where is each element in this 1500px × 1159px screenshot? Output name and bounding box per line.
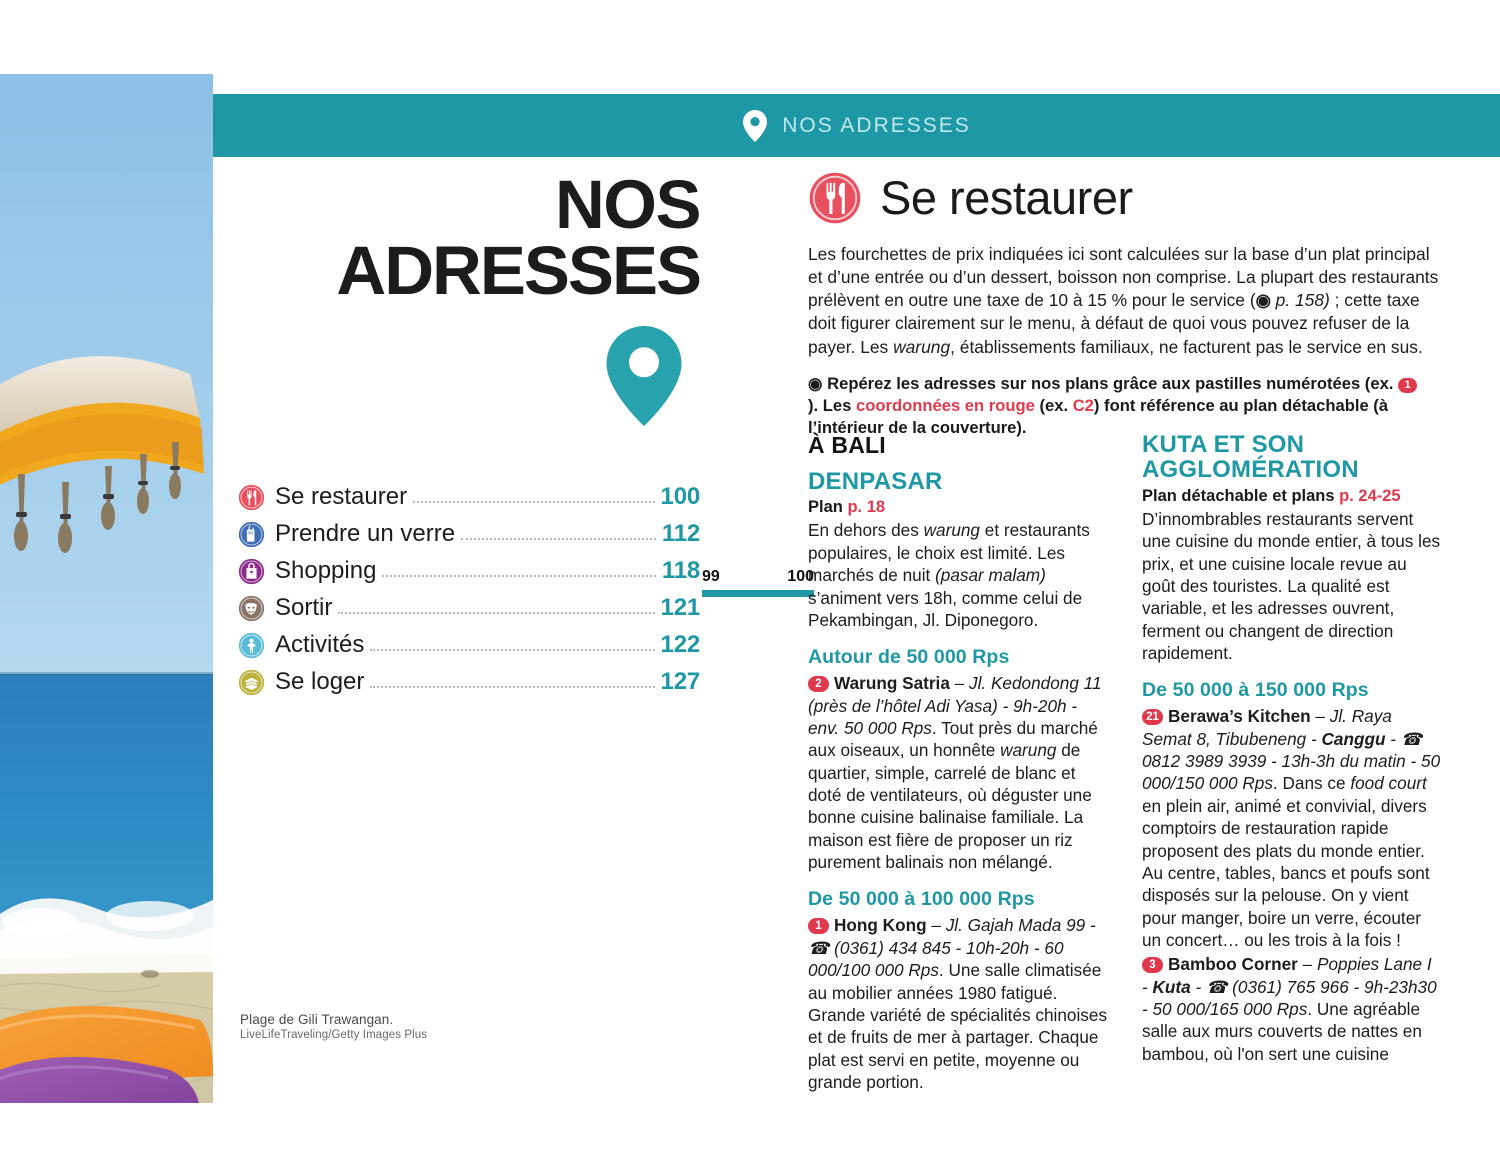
intro-part: , établissements familiaux, ne facturent pas le service en sus.	[950, 336, 1423, 357]
toc-leader-dots	[338, 612, 654, 614]
intro-part: ; cette taxe doit figurer clairement sur le menu, à défaut de quoi vous pouvez refuser de la payer. Les	[808, 290, 1420, 357]
column-kuta	[1142, 432, 1442, 1095]
listing-details: Poppies Lane I -	[1142, 954, 1432, 997]
section-note	[808, 373, 1424, 440]
fork-knife-icon	[238, 484, 265, 511]
bed-stack-icon	[238, 669, 265, 696]
section-heading	[808, 170, 1448, 225]
pastille-badge: 3	[1142, 957, 1163, 973]
note-text: ) font référence au plan détachable (à l’intérieur de la couverture).	[808, 396, 1389, 438]
toc-item-activites[interactable]	[238, 628, 700, 662]
listing-entry	[808, 672, 1108, 873]
listing-desc: food court	[1350, 773, 1427, 794]
photo-caption: Plage de Gili Trawangan.	[240, 1012, 394, 1027]
cocktail-glass-icon	[238, 521, 265, 548]
toc-item-page: 100	[660, 483, 700, 511]
eye-reference-icon: ◉	[1255, 290, 1271, 311]
listing-name: Bamboo Corner	[1168, 954, 1298, 975]
toc-item-sortir[interactable]	[238, 591, 700, 625]
toc-item-se-restaurer[interactable]	[238, 480, 700, 514]
contents-column	[238, 166, 700, 1070]
main-content	[808, 170, 1448, 440]
listing-entry	[808, 914, 1108, 1093]
page-title-line2: ADRESSES	[336, 232, 700, 310]
toc-item-page: 122	[660, 631, 700, 659]
city-title-line1: KUTA ET SON	[1142, 431, 1305, 458]
region-title: À BALI	[808, 432, 886, 458]
listing-dash: –	[1310, 706, 1330, 727]
map-pin-icon-large	[604, 326, 684, 426]
plan-reference	[1142, 487, 1442, 506]
listing-desc: de quartier, simple, carrelé de blanc et doté de ventilateurs, où déguster une bonne cuisine balinaise familiale. La maison est fière de proposer un riz purement balinais non mélangé.	[808, 740, 1092, 873]
toc-item-label: Activités	[275, 631, 365, 659]
listing-area: Kuta	[1152, 976, 1191, 997]
pastille-badge: 1	[808, 918, 829, 934]
note-text: Les	[822, 396, 856, 416]
toc-leader-dots	[413, 501, 654, 503]
plan-page: p. 18	[847, 498, 886, 517]
intro-part: En dehors des	[808, 520, 924, 541]
price-range-title: De 50 000 à 150 000 Rps	[1142, 679, 1369, 702]
toc-item-page: 112	[661, 520, 700, 548]
note-text: Repérez les adresses sur nos plans grâce aux pastilles numérotées (ex.	[827, 373, 1394, 393]
page-title-line1: NOS	[554, 166, 700, 243]
listings-columns	[808, 432, 1448, 1095]
fork-knife-icon	[808, 171, 862, 225]
toc-item-page: 121	[660, 594, 700, 622]
toc-item-page: 127	[660, 668, 700, 696]
eye-reference-icon: ◉	[808, 373, 823, 393]
price-range-title: De 50 000 à 100 000 Rps	[808, 888, 1035, 911]
listing-name: Berawa’s Kitchen	[1168, 706, 1311, 727]
plan-page: p. 24-25	[1339, 486, 1401, 505]
city-title: DENPASAR	[808, 468, 943, 495]
toc-item-label: Prendre un verre	[275, 520, 456, 548]
map-pin-icon	[742, 110, 768, 142]
toc-item-label: Sortir	[275, 594, 333, 622]
toc-item-label: Se loger	[275, 668, 365, 696]
intro-part: Les fourchettes de prix indiquées ici sont calculées sur la base d’un plat principal et d’une entrée ou d’un dessert, boisson non comprise. La plupart des restaurants prélèvent en outre une taxe de 10 à 15 % pour le service (	[808, 244, 1439, 311]
toc-leader-dots	[370, 649, 654, 651]
city-intro: D’innombrables restaurants servent une cuisine du monde entier, à tous les prix, et une cuisine locale revue au goût des touristes. La qualité est variable, et les adresses ouvrent, ferment ou changent de direction rapidement.	[1142, 508, 1441, 664]
plan-label: Plan	[808, 498, 843, 517]
intro-part: et restaurants populaires, le choix est limité. Les marchés de nuit	[808, 520, 1090, 586]
listing-dash: –	[1297, 954, 1317, 975]
note-text: (ex.	[1034, 396, 1073, 416]
note-highlight: coordonnées en rouge	[855, 396, 1035, 416]
folio-right-page: 100	[787, 568, 814, 585]
city-title-line2: AGGLOMÉRATION	[1142, 456, 1359, 484]
person-activity-icon	[238, 632, 265, 659]
listing-entry	[1142, 705, 1442, 951]
pastille-badge: 2	[808, 676, 829, 692]
listing-desc: . Une salle climatisée au mobilier années 1980 fatigué. Grande variété de spécialités chinoises et de fruits de mer à partager. Chaque plat est servi en petite, moyenne ou grande portion.	[808, 960, 1108, 1092]
section-intro	[808, 243, 1440, 359]
intro-part: warung	[893, 336, 951, 357]
pastille-badge: 1	[1398, 378, 1417, 393]
listing-details: Jl. Raya Semat 8, Tibubeneng -	[1142, 706, 1392, 749]
intro-part: warung	[923, 520, 980, 541]
column-denpasar	[808, 432, 1108, 1095]
shopping-bag-icon	[238, 558, 265, 585]
price-range-title: Autour de 50 000 Rps	[808, 646, 1010, 669]
listing-desc: en plein air, animé et convivial, divers comptoirs de restauration rapide proposent des plats du monde entier. Au centre, tables, bancs et poufs sont disposés sur la pelouse. On y vient pour manger, boire un verre, écouter un concert… ou les trois à la fois !	[1142, 795, 1430, 950]
pastille-badge: 21	[1142, 709, 1163, 725]
listing-name: Hong Kong	[834, 915, 927, 936]
toc-leader-dots	[382, 575, 655, 577]
note-text: ).	[808, 396, 819, 416]
folio-left-page: 99	[702, 568, 720, 585]
section-header-band	[213, 94, 1500, 157]
listing-details: - ☎ 0812 3989 3939 - 13h-3h du matin - 50 000/150 000 Rps	[1142, 728, 1441, 794]
beach-photo	[0, 74, 213, 1103]
listing-dash: –	[926, 915, 946, 936]
listing-desc: . Une agréable salle aux murs couverts de nattes en bambou, où l'on sert une cuisine	[1142, 999, 1422, 1064]
page-title	[238, 166, 700, 310]
toc-item-page: 118	[661, 557, 700, 585]
listing-details: Jl. Kedondong 11 (près de l’hôtel Adi Yasa) - 9h-20h - env. 50 000 Rps	[808, 673, 1102, 738]
header-title: NOS ADRESSES	[782, 113, 971, 137]
folio-bar	[702, 590, 814, 597]
intro-part: s’animent vers 18h, comme celui de Pekambingan, Jl. Diponegoro.	[808, 587, 1083, 630]
page-folio	[702, 568, 814, 597]
listing-desc: . Dans ce	[1272, 773, 1351, 794]
toc-item-label: Se restaurer	[275, 483, 408, 511]
plan-reference	[808, 498, 1108, 517]
section-title: Se restaurer	[880, 171, 1133, 224]
listing-desc: . Tout près du marché aux oiseaux, un honnête	[808, 717, 1098, 761]
beach-photo-illustration	[0, 74, 213, 1103]
city-title	[1142, 432, 1442, 483]
intro-part: p. 158)	[1275, 290, 1330, 311]
city-intro	[808, 519, 1108, 631]
photo-credit-source: LiveLifeTraveling/Getty Images Plus	[240, 1029, 428, 1041]
listing-desc: warung	[1000, 740, 1057, 761]
toc-item-se-loger[interactable]	[238, 665, 700, 699]
photo-credit	[240, 1012, 540, 1041]
intro-part: (pasar malam)	[935, 565, 1046, 586]
listing-area: Canggu	[1321, 728, 1386, 749]
listing-details: Jl. Gajah Mada 99 - ☎ (0361) 434 845 - 10h-20h - 60 000/100 000 Rps	[808, 915, 1096, 981]
theater-mask-icon	[238, 595, 265, 622]
note-coordinate: C2	[1072, 396, 1094, 416]
toc-leader-dots	[461, 538, 656, 540]
plan-label: Plan détachable et plans	[1142, 486, 1335, 505]
table-of-contents	[238, 480, 700, 699]
toc-leader-dots	[370, 686, 654, 688]
toc-item-prendre-un-verre[interactable]	[238, 517, 700, 551]
toc-item-shopping[interactable]	[238, 554, 700, 588]
toc-item-label: Shopping	[275, 557, 377, 585]
listing-name: Warung Satria	[834, 673, 950, 694]
listing-entry	[1142, 953, 1442, 1065]
listing-dash: –	[949, 673, 969, 694]
listing-details: - ☎ (0361) 765 966 - 9h-23h30 - 50 000/165 000 Rps	[1142, 976, 1437, 1020]
